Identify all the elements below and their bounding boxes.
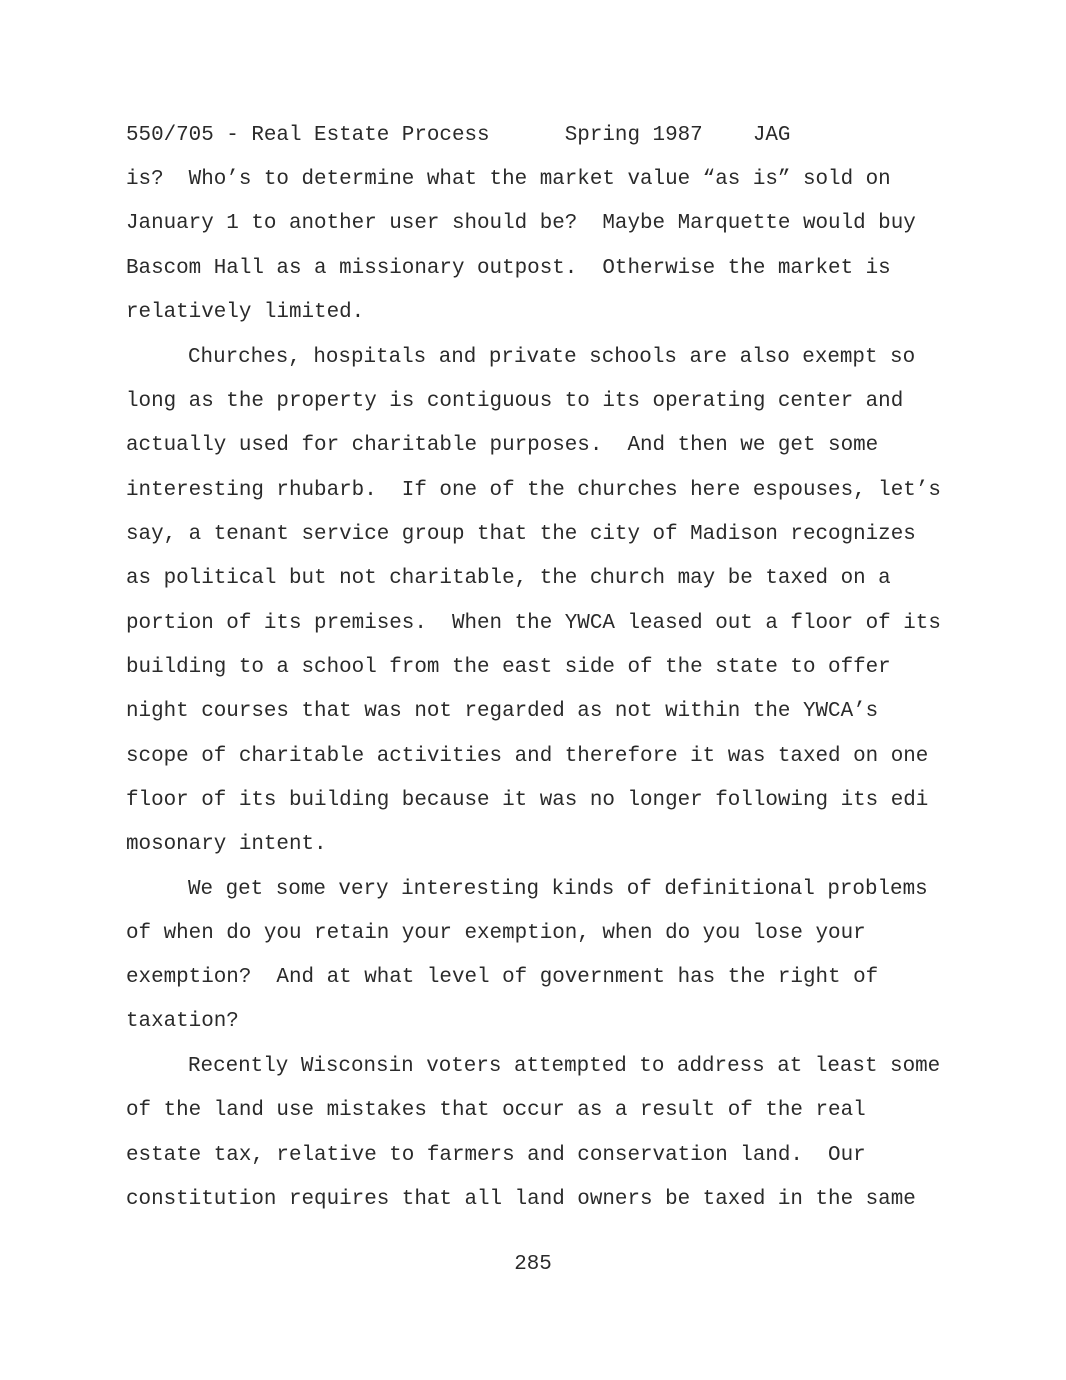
text-line: constitution requires that all land owners be taxed in the same — [126, 1188, 916, 1211]
text-line: of when do you retain your exemption, when do you lose your — [126, 922, 866, 945]
text-line: floor of its building because it was no longer following its edi — [126, 789, 929, 812]
text-line: relatively limited. — [126, 301, 365, 324]
text-line: is? Who’s to determine what the market value “as is” sold on — [126, 168, 891, 191]
page-number: 285 — [514, 1253, 552, 1276]
text-line: building to a school from the east side of the state to offer — [126, 656, 891, 679]
text-line: long as the property is contiguous to its operating center and — [126, 390, 904, 413]
text-line: portion of its premises. When the YWCA leased out a floor of its — [126, 612, 941, 635]
text-line: as political but not charitable, the church may be taxed on a — [126, 567, 891, 590]
text-line: say, a tenant service group that the city of Madison recognizes — [126, 523, 916, 546]
text-line: of the land use mistakes that occur as a result of the real — [126, 1099, 866, 1122]
paragraph-first-line: Churches, hospitals and private schools are also exempt so — [188, 346, 916, 369]
text-line: interesting rhubarb. If one of the churches here espouses, let’s — [126, 479, 941, 502]
text-line: taxation? — [126, 1010, 239, 1033]
text-line: scope of charitable activities and therefore it was taxed on one — [126, 745, 929, 768]
text-line: estate tax, relative to farmers and conservation land. Our — [126, 1144, 866, 1167]
text-line: night courses that was not regarded as not within the YWCA’s — [126, 700, 879, 723]
text-line: Bascom Hall as a missionary outpost. Otherwise the market is — [126, 257, 891, 280]
text-line: exemption? And at what level of government has the right of — [126, 966, 879, 989]
text-line: mosonary intent. — [126, 833, 327, 856]
text-line: actually used for charitable purposes. And then we get some — [126, 434, 879, 457]
running-header: 550/705 - Real Estate Process Spring 1987 JAG — [126, 124, 791, 147]
paragraph-first-line: We get some very interesting kinds of definitional problems — [188, 878, 928, 901]
paragraph-first-line: Recently Wisconsin voters attempted to address at least some — [188, 1055, 941, 1078]
text-line: January 1 to another user should be? Maybe Marquette would buy — [126, 212, 916, 235]
